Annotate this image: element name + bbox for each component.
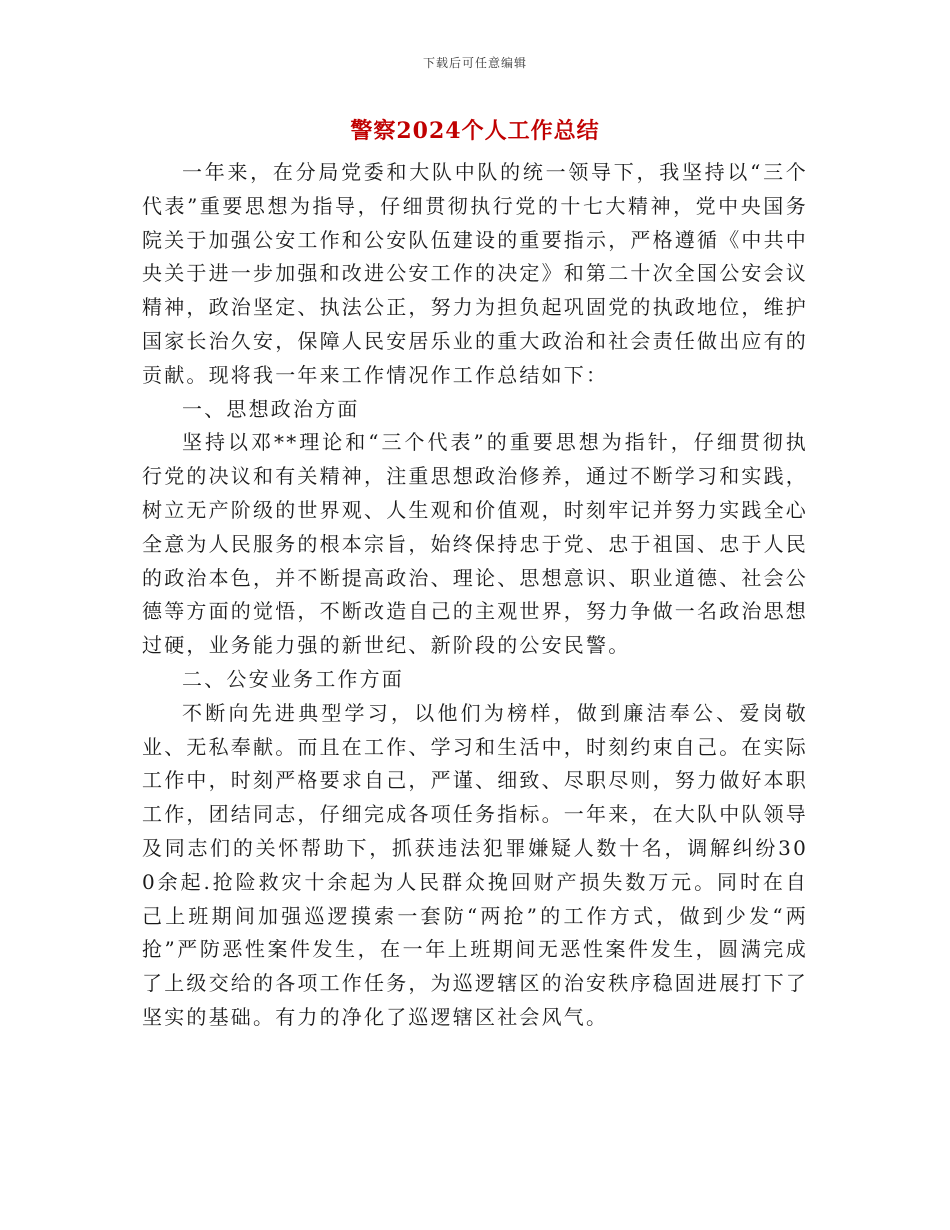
section-heading-ideology: 一、思想政治方面 [182, 396, 360, 421]
ideology-paragraph: 坚持以邓**理论和“三个代表”的重要思想为指针，仔细贯彻执行党的决议和有关精神，注重思想政治修养，通过不断学习和实践，树立无产阶级的世界观、人生观和价值观，时刻牢记并努力实践全心全意为人民服务的根本宗旨，始终保持忠于党、忠于祖国、忠于人民的政治本色，并不断提高政治、理论、思想意识、职业道德、社会公德等方面的觉悟，不断改造自己的主观世界，努力争做一名政治思想过硬，业务能力强的新世纪、新阶段的公安民警。 [142, 430, 808, 658]
header-note: 下载后可任意编辑 [422, 56, 527, 70]
document-title: 警察2024个人工作总结 [350, 118, 600, 144]
section-heading-police-work: 二、公安业务工作方面 [182, 666, 404, 691]
police-work-paragraph: 不断向先进典型学习，以他们为榜样，做到廉洁奉公、爱岗敬业、无私奉献。而且在工作、学习和生活中，时刻约束自己。在实际工作中，时刻严格要求自己，严谨、细致、尽职尽则，努力做好本职工作，团结同志，仔细完成各项任务指标。一年来，在大队中队领导及同志们的关怀帮助下，抓获违法犯罪嫌疑人数十名，调解纠纷300余起.抢险救灾十余起为人民群众挽回财产损失数万元。同时在自己上班期间加强巡逻摸索一套防“两抢”的工作方式，做到少发“两抢”严防恶性案件发生，在一年上班期间无恶性案件发生，圆满完成了上级交给的各项工作任务，为巡逻辖区的治安秩序稳固进展打下了坚实的基础。有力的净化了巡逻辖区社会风气。 [142, 700, 808, 1029]
intro-paragraph: 一年来，在分局党委和大队中队的统一领导下，我坚持以“三个代表”重要思想为指导，仔细贯彻执行党的十七大精神，党中央国务院关于加强公安工作和公安队伍建设的重要指示，严格遵循《中共中央关于进一步加强和改进公安工作的决定》和第二十次全国公安会议精神，政治坚定、执法公正，努力为担负起巩固党的执政地位，维护国家长治久安，保障人民安居乐业的重大政治和社会责任做出应有的贡献。现将我一年来工作情况作工作总结如下： [142, 160, 808, 387]
document-body [142, 156, 808, 1035]
